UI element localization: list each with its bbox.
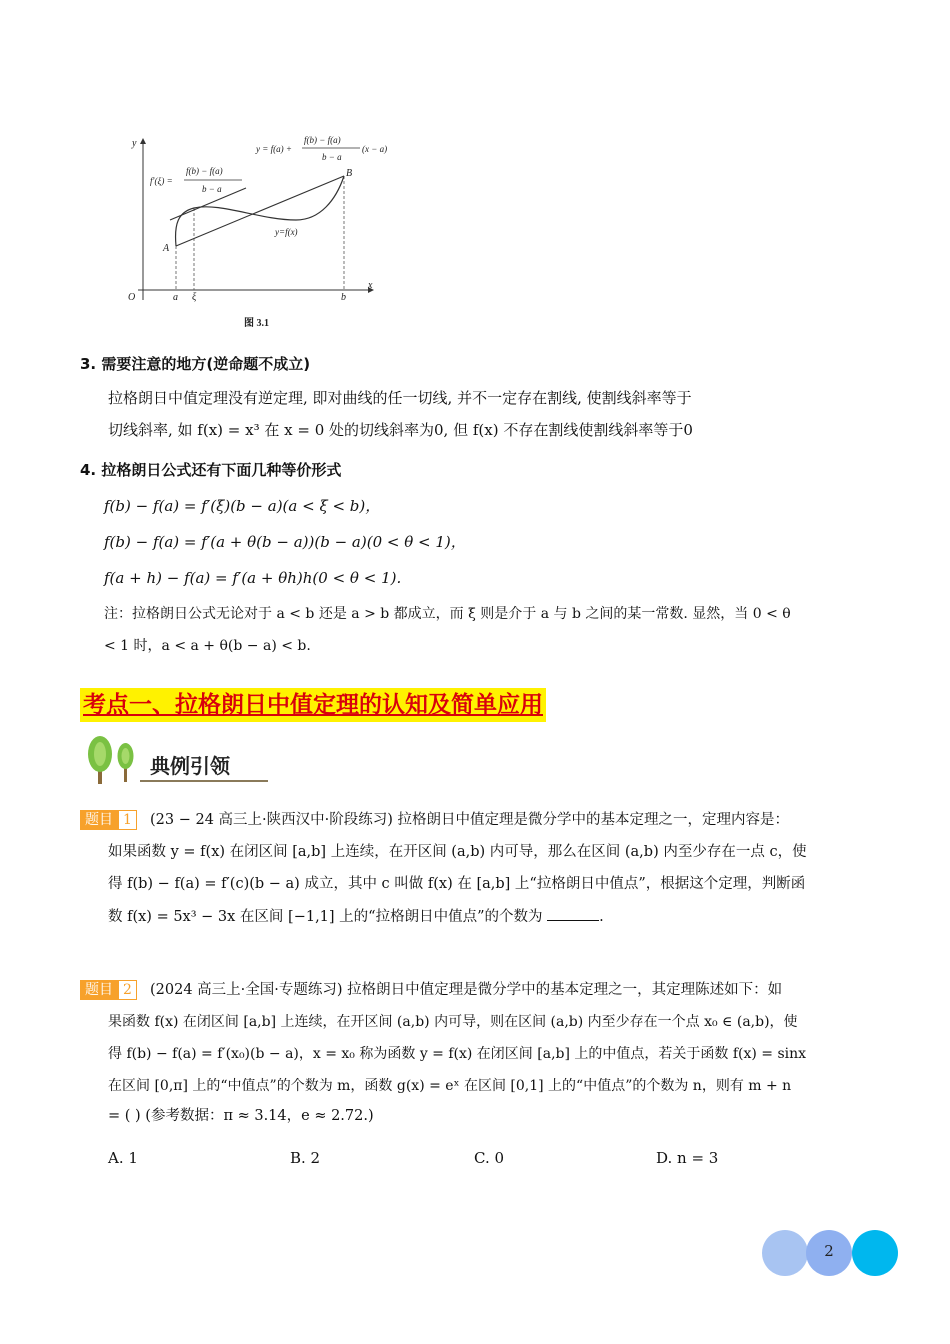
question1-tag bbox=[80, 810, 137, 830]
tick-xi: ξ bbox=[192, 292, 197, 303]
page-number-badge bbox=[762, 1228, 902, 1278]
question1-number: 1 bbox=[118, 810, 137, 830]
example-header-label: 典例引领 bbox=[150, 754, 230, 778]
tangent-frac-num: f(b) − f(a) bbox=[186, 166, 223, 176]
y-axis-arrow bbox=[140, 138, 146, 144]
question2-line5: = ( ) (参考数据：π ≈ 3.14，e ≈ 2.72.) bbox=[108, 1108, 374, 1124]
topic-banner: 考点一、拉格朗日中值定理的认知及简单应用 bbox=[80, 688, 546, 722]
option-c[interactable]: C. 0 bbox=[474, 1149, 505, 1167]
question1-line4: 数 f(x) = 5x³ − 3x 在区间 [−1,1] 上的“拉格朗日中值点”的个数为 bbox=[108, 909, 543, 925]
figure-caption: 图 3.1 bbox=[244, 318, 269, 329]
formula-2: f(b) − f(a) = f′(a + θ(b − a))(b − a)(0 < θ < 1)， bbox=[104, 533, 466, 551]
point-a-label: A bbox=[163, 243, 170, 254]
badge-circle-right bbox=[852, 1230, 898, 1276]
answer-blank[interactable] bbox=[547, 906, 599, 921]
option-d[interactable]: D. n = 3 bbox=[656, 1149, 719, 1167]
question1-line2: 如果函数 y = f(x) 在闭区间 [a,b] 上连续，在开区间 (a,b) 内可导，那么在区间 (a,b) 内至少存在一点 c，使 bbox=[108, 844, 807, 860]
option-b[interactable]: B. 2 bbox=[290, 1149, 321, 1167]
tick-b: b bbox=[341, 292, 346, 303]
question2-line3: 得 f(b) − f(a) = f′(x₀)(b − a)，x = x₀ 称为函数 y = f(x) 在闭区间 [a,b] 上的中值点，若关于函数 f(x) = sinx bbox=[108, 1046, 807, 1062]
option-a[interactable]: A. 1 bbox=[108, 1149, 138, 1167]
formula-3: f(a + h) − f(a) = f′(a + θh)h(0 < θ < 1). bbox=[104, 569, 402, 587]
tangent-eq-left: f′(ξ) = bbox=[150, 176, 173, 186]
section3-heading: 3. 需要注意的地方(逆命题不成立) bbox=[80, 355, 311, 373]
question1-line4-end: . bbox=[599, 909, 604, 925]
question2-line1: (2024 高三上·全国·专题练习) 拉格朗日中值定理是微分学中的基本定理之一，其定理陈述如下：如 bbox=[150, 982, 783, 998]
tangent-frac-den: b − a bbox=[202, 184, 222, 194]
mean-value-figure bbox=[110, 128, 410, 340]
question2-tag-label: 题目 bbox=[80, 980, 118, 1000]
note-line1: 注：拉格朗日公式无论对于 a < b 还是 a > b 都成立，而 ξ 则是介于 a 与 b 之间的某一常数. 显然，当 0 < θ bbox=[104, 606, 791, 622]
mean-value-diagram bbox=[110, 128, 410, 340]
example-header bbox=[84, 734, 268, 786]
point-b-label: B bbox=[346, 168, 353, 179]
secant-frac-num: f(b) − f(a) bbox=[304, 135, 341, 145]
formula-1: f(b) − f(a) = f′(ξ)(b − a)(a < ξ < b)， bbox=[104, 497, 381, 515]
secant-eq-right: (x − a) bbox=[362, 144, 388, 154]
question2-line2: 果函数 f(x) 在闭区间 [a,b] 上连续，在开区间 (a,b) 内可导，则在区间 (a,b) 内至少存在一个点 x₀ ∈ (a,b)，使 bbox=[108, 1014, 798, 1030]
tick-a: a bbox=[173, 292, 178, 303]
question1-tag-label: 题目 bbox=[80, 810, 118, 830]
question1-line4-row bbox=[108, 906, 604, 927]
question1-line3: 得 f(b) − f(a) = f′(c)(b − a) 成立，其中 c 叫做 f(x) 在 [a,b] 上“拉格朗日中值点”，根据这个定理，判断函 bbox=[108, 876, 806, 892]
badge-circle-left bbox=[762, 1230, 808, 1276]
question1-line1: (23 − 24 高三上·陕西汉中·阶段练习) 拉格朗日中值定理是微分学中的基本定理之一，定理内容是： bbox=[150, 812, 790, 828]
tree-icon bbox=[84, 734, 144, 786]
x-axis-label: x bbox=[368, 280, 373, 291]
section3-line1: 拉格朗日中值定理没有逆定理, 即对曲线的任一切线, 并不一定存在割线, 使割线斜率等于 bbox=[108, 389, 692, 407]
note-line2: < 1 时，a < a + θ(b − a) < b. bbox=[104, 638, 311, 654]
origin-label: O bbox=[128, 292, 136, 303]
curve-label: y=f(x) bbox=[275, 227, 298, 237]
question2-tag bbox=[80, 980, 137, 1000]
secant-frac-den: b − a bbox=[322, 152, 342, 162]
y-axis-label: y bbox=[132, 138, 137, 149]
question2-number: 2 bbox=[118, 980, 137, 1000]
question2-line4: 在区间 [0,π] 上的“中值点”的个数为 m，函数 g(x) = eˣ 在区间 [0,1] 上的“中值点”的个数为 n，则有 m + n bbox=[108, 1078, 792, 1094]
example-header-underline bbox=[140, 780, 268, 782]
secant-eq-left: y = f(a) + bbox=[256, 144, 292, 154]
page-number: 2 bbox=[824, 1242, 834, 1260]
section3-line2: 切线斜率, 如 f(x) = x³ 在 x = 0 处的切线斜率为0, 但 f(x) 不存在割线使割线斜率等于0 bbox=[108, 421, 693, 439]
section4-heading: 4. 拉格朗日公式还有下面几种等价形式 bbox=[80, 461, 342, 479]
